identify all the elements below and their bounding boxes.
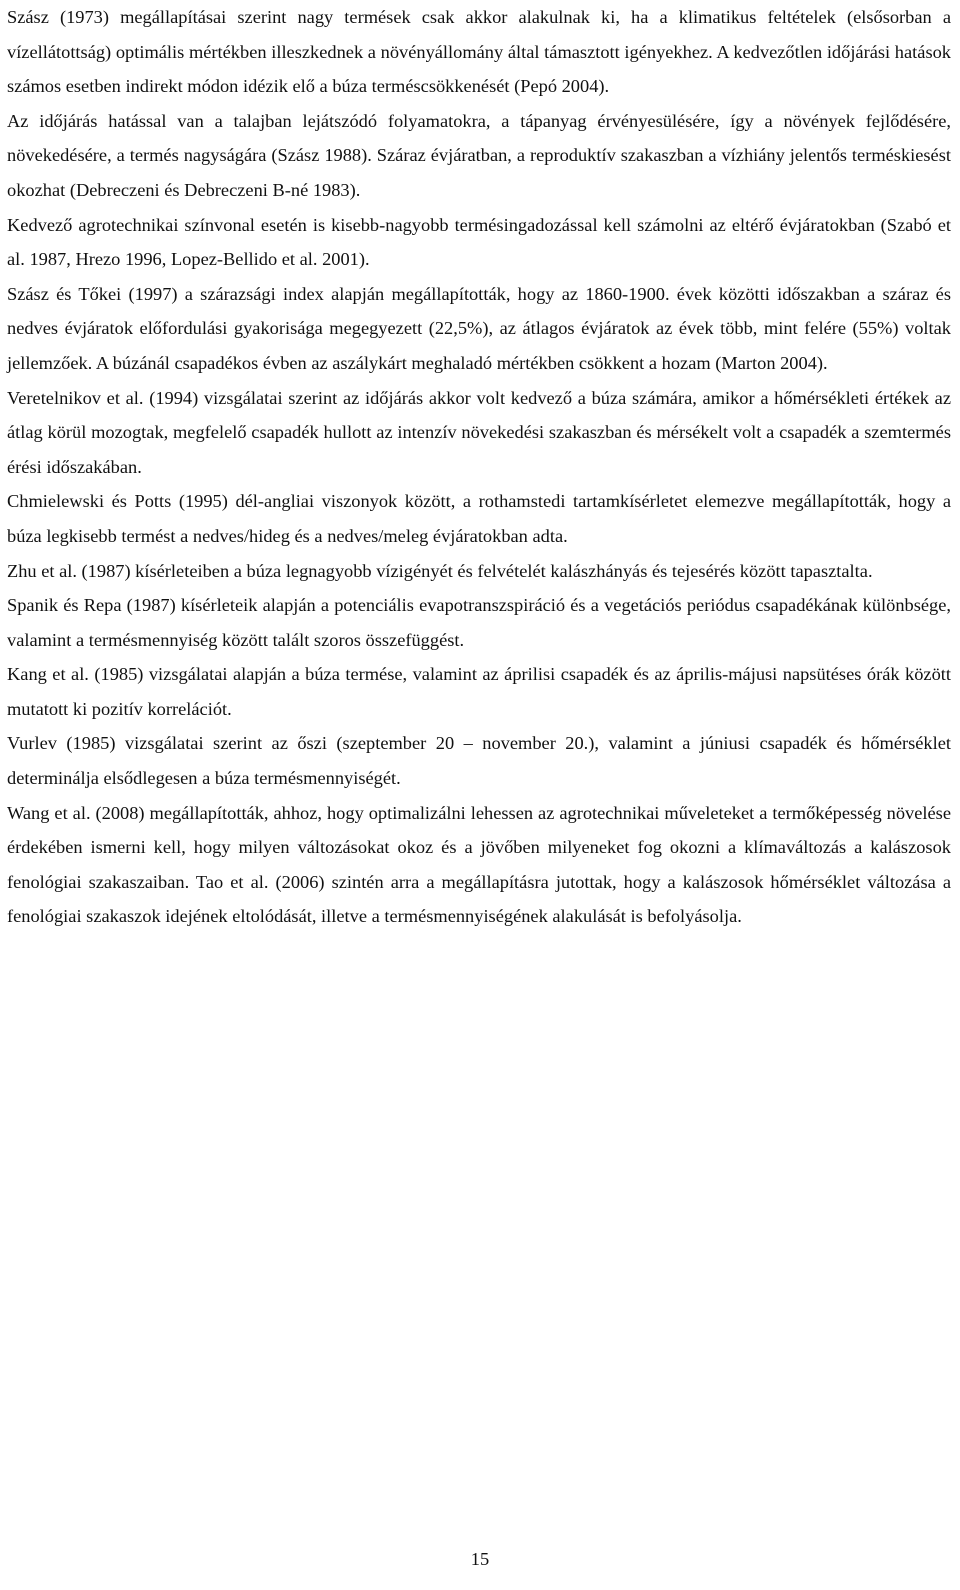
paragraph-agrotechnical-level: Kedvező agrotechnikai színvonal esetén is kisebb-nagyobb termésingadozással kell számolni az eltérő évjáratokban (Szabó et al. 1987, Hrezo 1996, Lopez-Bellido et al. 2001). <box>7 214 951 270</box>
paragraph-kang-1985: Kang et al. (1985) vizsgálatai alapján a búza termése, valamint az áprilisi csapadék és az április-májusi napsütéses órák között mutatott ki pozitív korrelációt. <box>7 664 951 719</box>
paragraph-veretelnikov-1994: Veretelnikov et al. (1994) vizsgálatai szerint az időjárás akkor volt kedvező a búza számára, amikor a hőmérsékleti értékek az átlag körül mozogtak, megfelelő csapadék hullott az intenzív növekedési szakaszban és mérsékelt volt a csapadék a szemtermés érési időszakában. <box>7 387 951 477</box>
paragraph-weather-effects: Az időjárás hatással van a talajban lejátszódó folyamatokra, a tápanyag érvényesülésére, így a növények fejlődésére, növekedésére, a termés nagyságára (Szász 1988). Száraz évjáratban, a reproduktív szakaszban a vízhiány jelentős terméskiesést okozhat (Debreczeni és Debreczeni B-né 1983). <box>7 110 951 200</box>
paragraph-szasz-tokei-1997: Szász és Tőkei (1997) a szárazsági index alapján megállapították, hogy az 1860-1900. évek közötti időszakban a száraz és nedves évjáratok előfordulási gyakorisága megegyezett (22,5%), az átlagos évjáratok az évek több, mint felére (55%) voltak jellemzőek. A búzánál csapadékos évben az aszálykárt meghaladó mértékben csökkent a hozam (Marton 2004). <box>7 283 951 373</box>
paragraph-wang-2008: Wang et al. (2008) megállapították, ahhoz, hogy optimalizálni lehessen az agrotechnikai műveleteket a termőképesség növelése érdekében ismerni kell, hogy milyen változásokat okoz és a jövőben milyeneket fog okozni a klímaváltozás a kalászosok fenológiai szakaszaiban. Tao et al. (2006) szintén arra a megállapításra jutottak, hogy a kalászosok hőmérséklet változása a fenológiai szakaszok idejének eltolódását, illetve a termésmennyiségének alakulását is befolyásolja. <box>7 802 951 927</box>
page-number: 15 <box>470 1549 490 1569</box>
body-text <box>7 0 951 934</box>
paragraph-chmielewski-potts-1995: Chmielewski és Potts (1995) dél-angliai viszonyok között, a rothamstedi tartamkísérletet elemezve megállapították, hogy a búza legkisebb termést a nedves/hideg és a nedves/meleg évjáratokban adta. <box>7 491 951 546</box>
paragraph-szasz-1973: Szász (1973) megállapításai szerint nagy termések csak akkor alakulnak ki, ha a klimatikus feltételek (elsősorban a vízellátottság) optimális mértékben illeszkednek a növényállomány által támasztott igényekhez. A kedvezőtlen időjárási hatások számos esetben indirekt módon idézik elő a búza terméscsökkenését (Pepó 2004). <box>7 7 951 97</box>
paragraph-zhu-1987: Zhu et al. (1987) kísérleteiben a búza legnagyobb vízigényét és felvételét kalászhányás és tejesérés között tapasztalta. <box>7 560 873 581</box>
paragraph-spanik-repa-1987: Spanik és Repa (1987) kísérleteik alapján a potenciális evapotranszspiráció és a vegetációs periódus csapadékának különbsége, valamint a termésmennyiség között talált szoros összefüggést. <box>7 595 951 650</box>
paragraph-vurlev-1985: Vurlev (1985) vizsgálatai szerint az őszi (szeptember 20 – november 20.), valamint a júniusi csapadék és hőmérséklet determinálja elsődlegesen a búza termésmennyiségét. <box>7 733 951 789</box>
